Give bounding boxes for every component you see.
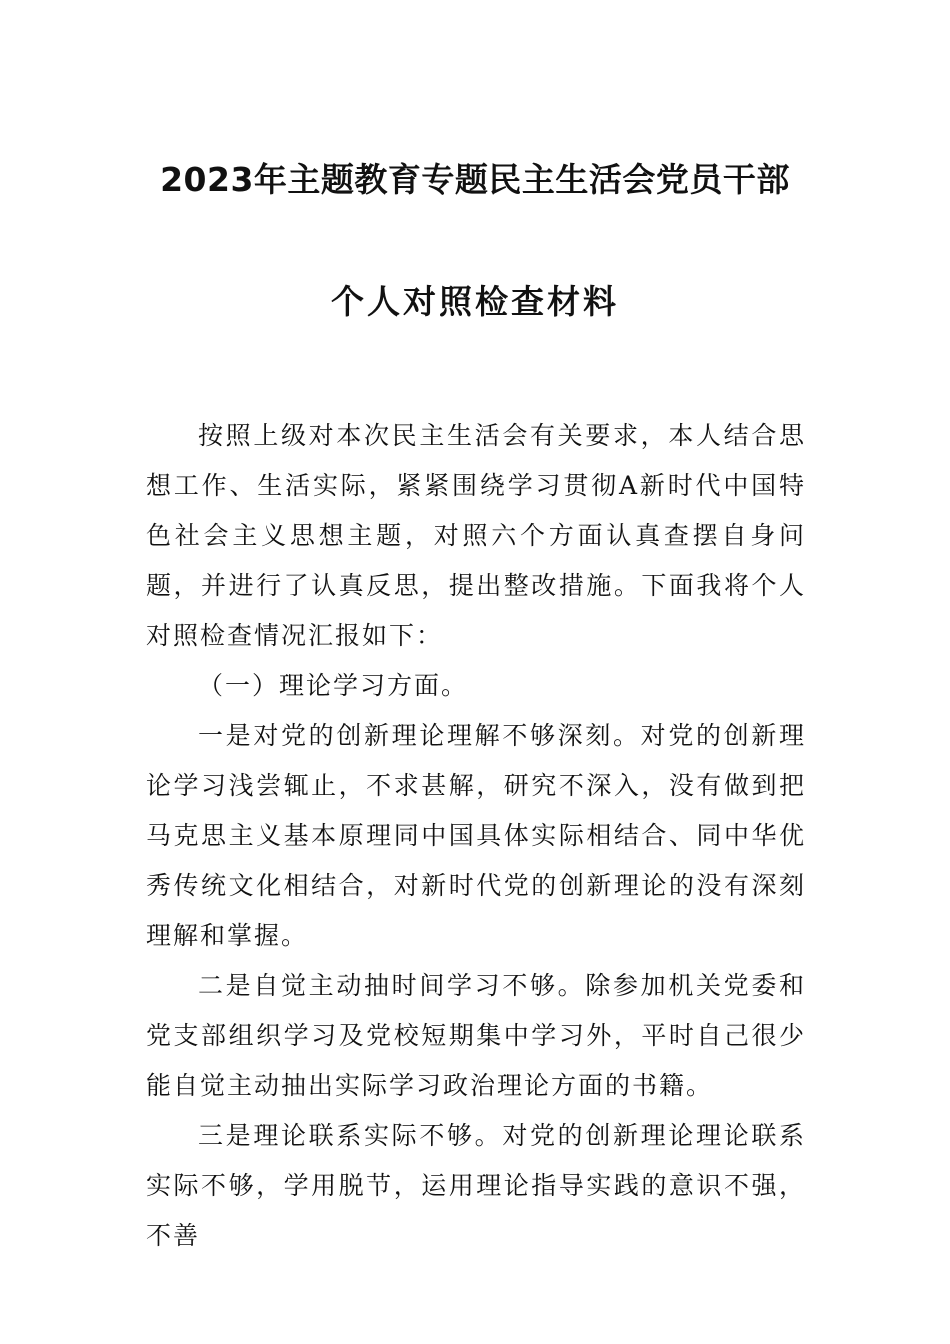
intro-paragraph: 按照上级对本次民主生活会有关要求，本人结合思想工作、生活实际，紧紧围绕学习贯彻A新时代中国特色社会主义思想主题，对照六个方面认真查摆自身问题，并进行了认真反思，提出整改措施。下面我将个人对照检查情况汇报如下： (146, 421, 806, 650)
body-paragraph: 一是对党的创新理论理解不够深刻。对党的创新理论学习浅尝辄止，不求甚解，研究不深入，没有做到把马克思主义基本原理同中国具体实际相结合、同中华优秀传统文化相结合，对新时代党的创新理论的没有深刻理解和掌握。 (146, 721, 806, 950)
section-heading-theory-study: （一）理论学习方面。 (198, 671, 469, 700)
body-paragraph: 二是自觉主动抽时间学习不够。除参加机关党委和党支部组织学习及党校短期集中学习外，平时自己很少能自觉主动抽出实际学习政治理论方面的书籍。 (146, 971, 806, 1100)
document-title-line-2: 个人对照检查材料 (331, 282, 619, 321)
document-body (146, 411, 806, 1261)
body-paragraph: 三是理论联系实际不够。对党的创新理论理论联系实际不够，学用脱节，运用理论指导实践的意识不强，不善 (146, 1121, 806, 1250)
document-title-line-1: 2023年主题教育专题民主生活会党员干部 (160, 160, 790, 199)
